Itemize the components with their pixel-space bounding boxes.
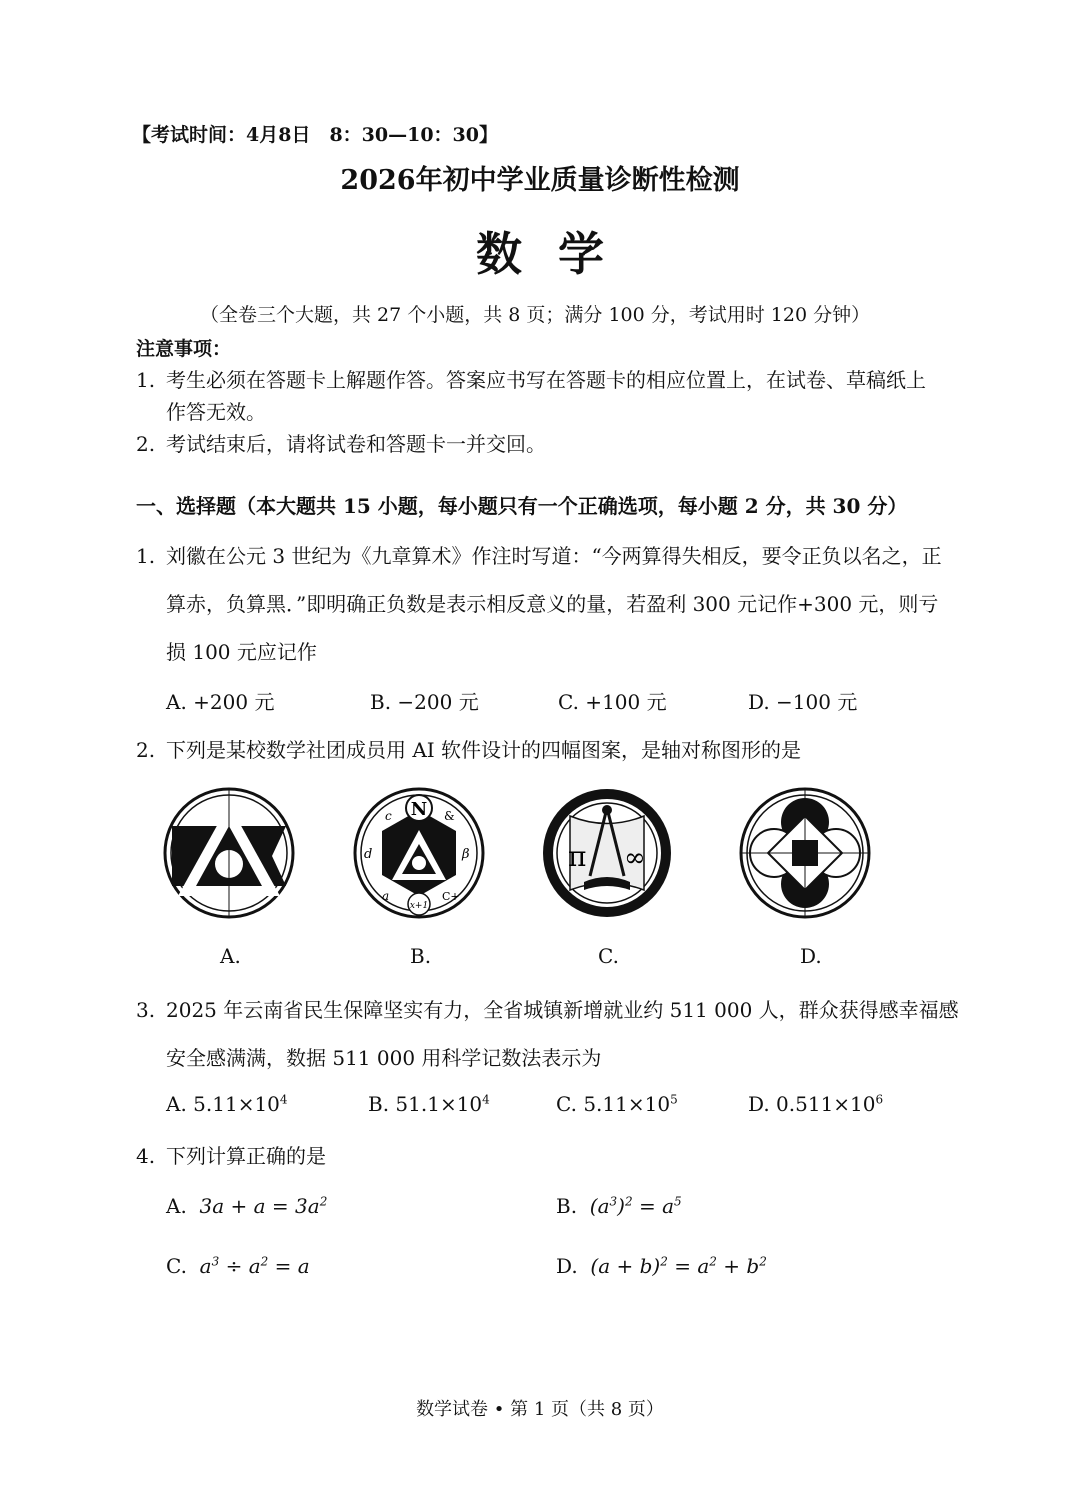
exam-subtitle: 2026年初中学业质量诊断性检测 bbox=[340, 165, 740, 196]
figure-b-ampersand: & bbox=[444, 809, 455, 823]
figure-label-a: A. bbox=[220, 944, 241, 968]
figure-b-letter-d: d bbox=[364, 847, 373, 862]
q1-line-3: 损 100 元应记作 bbox=[166, 640, 317, 664]
figure-b-letter-a: a bbox=[382, 889, 390, 903]
q4-text: 4. 下列计算正确的是 bbox=[136, 1144, 326, 1168]
figure-d-flower-emblem bbox=[738, 786, 872, 920]
figure-label-b: B. bbox=[410, 944, 432, 968]
q4-option-a: A. $3a + a = 3a^2$ bbox=[166, 1194, 328, 1218]
q4-option-d: D. $(a + b)^2 = a^2 + b^2$ bbox=[556, 1254, 767, 1278]
q1-line-1: 1. 刘徽在公元 3 世纪为《九章算术》作注时写道：“今两算得失相反，要令正负以名之，正 bbox=[136, 544, 942, 568]
q1-option-d: D. −100 元 bbox=[748, 690, 858, 714]
figure-c-pi-symbol: π bbox=[568, 840, 587, 873]
figure-b-expression: x+1 bbox=[409, 901, 429, 911]
q1-option-c: C. +100 元 bbox=[558, 690, 667, 714]
figure-c-infinity-symbol: ∞ bbox=[624, 843, 646, 873]
figure-label-c: C. bbox=[598, 944, 619, 968]
figure-b-letter-beta: β bbox=[462, 847, 470, 862]
q1-option-b: B. −200 元 bbox=[370, 690, 479, 714]
figure-a-triangle-emblem bbox=[162, 786, 296, 920]
q3-option-a: A. $5.11\times 10^4$ bbox=[166, 1092, 288, 1116]
q3-option-b: B. $51.1\times 10^4$ bbox=[368, 1092, 490, 1116]
notice-item-1-cont: 作答无效。 bbox=[166, 400, 266, 424]
figure-label-d: D. bbox=[800, 944, 822, 968]
exam-scope: （全卷三个大题，共 27 个小题，共 8 页；满分 100 分，考试用时 120 分钟） bbox=[200, 304, 871, 326]
q3-option-d: D. $0.511\times 10^6$ bbox=[748, 1092, 884, 1116]
figure-b-letter-cplus: C+ bbox=[442, 890, 460, 903]
figure-b-hexagon-emblem bbox=[352, 786, 486, 920]
exam-time: 【考试时间：4月8日 8：30—10：30】 bbox=[132, 124, 498, 146]
figure-b-letter-n: N bbox=[410, 799, 428, 820]
q3-option-c: C. $5.11\times 10^5$ bbox=[556, 1092, 678, 1116]
notice-item-2: 2. 考试结束后，请将试卷和答题卡一并交回。 bbox=[136, 432, 546, 456]
notice-heading: 注意事项： bbox=[136, 338, 232, 360]
q2-text: 2. 下列是某校数学社团成员用 AI 软件设计的四幅图案，是轴对称图形的是 bbox=[136, 738, 802, 762]
q4-option-b: B. $(a^3)^2 = a^5$ bbox=[556, 1194, 682, 1218]
figure-c-compass-emblem bbox=[540, 786, 674, 920]
q1-option-a: A. +200 元 bbox=[166, 690, 275, 714]
q3-line-1: 3. 2025 年云南省民生保障坚实有力，全省城镇新增就业约 511 000 人，群众获得感幸福感 bbox=[136, 998, 959, 1022]
section-1-title: 一、选择题（本大题共 15 小题，每小题只有一个正确选项，每小题 2 分，共 30 分） bbox=[136, 494, 908, 518]
notice-item-1: 1. 考生必须在答题卡上解题作答。答案应书写在答题卡的相应位置上，在试卷、草稿纸上 bbox=[136, 368, 926, 392]
page-footer: 数学试卷 • 第 1 页（共 8 页） bbox=[416, 1399, 664, 1420]
figure-b-letter-c: c bbox=[385, 809, 392, 823]
q3-line-2: 安全感满满，数据 511 000 用科学记数法表示为 bbox=[166, 1046, 602, 1070]
subject-title: 数学 bbox=[476, 227, 640, 281]
q1-line-2: 算赤，负算黑．”即明确正负数是表示相反意义的量，若盈利 300 元记作+300 元，则亏 bbox=[166, 592, 939, 616]
q4-option-c: C. $a^3 \div a^2 = a$ bbox=[166, 1254, 310, 1278]
